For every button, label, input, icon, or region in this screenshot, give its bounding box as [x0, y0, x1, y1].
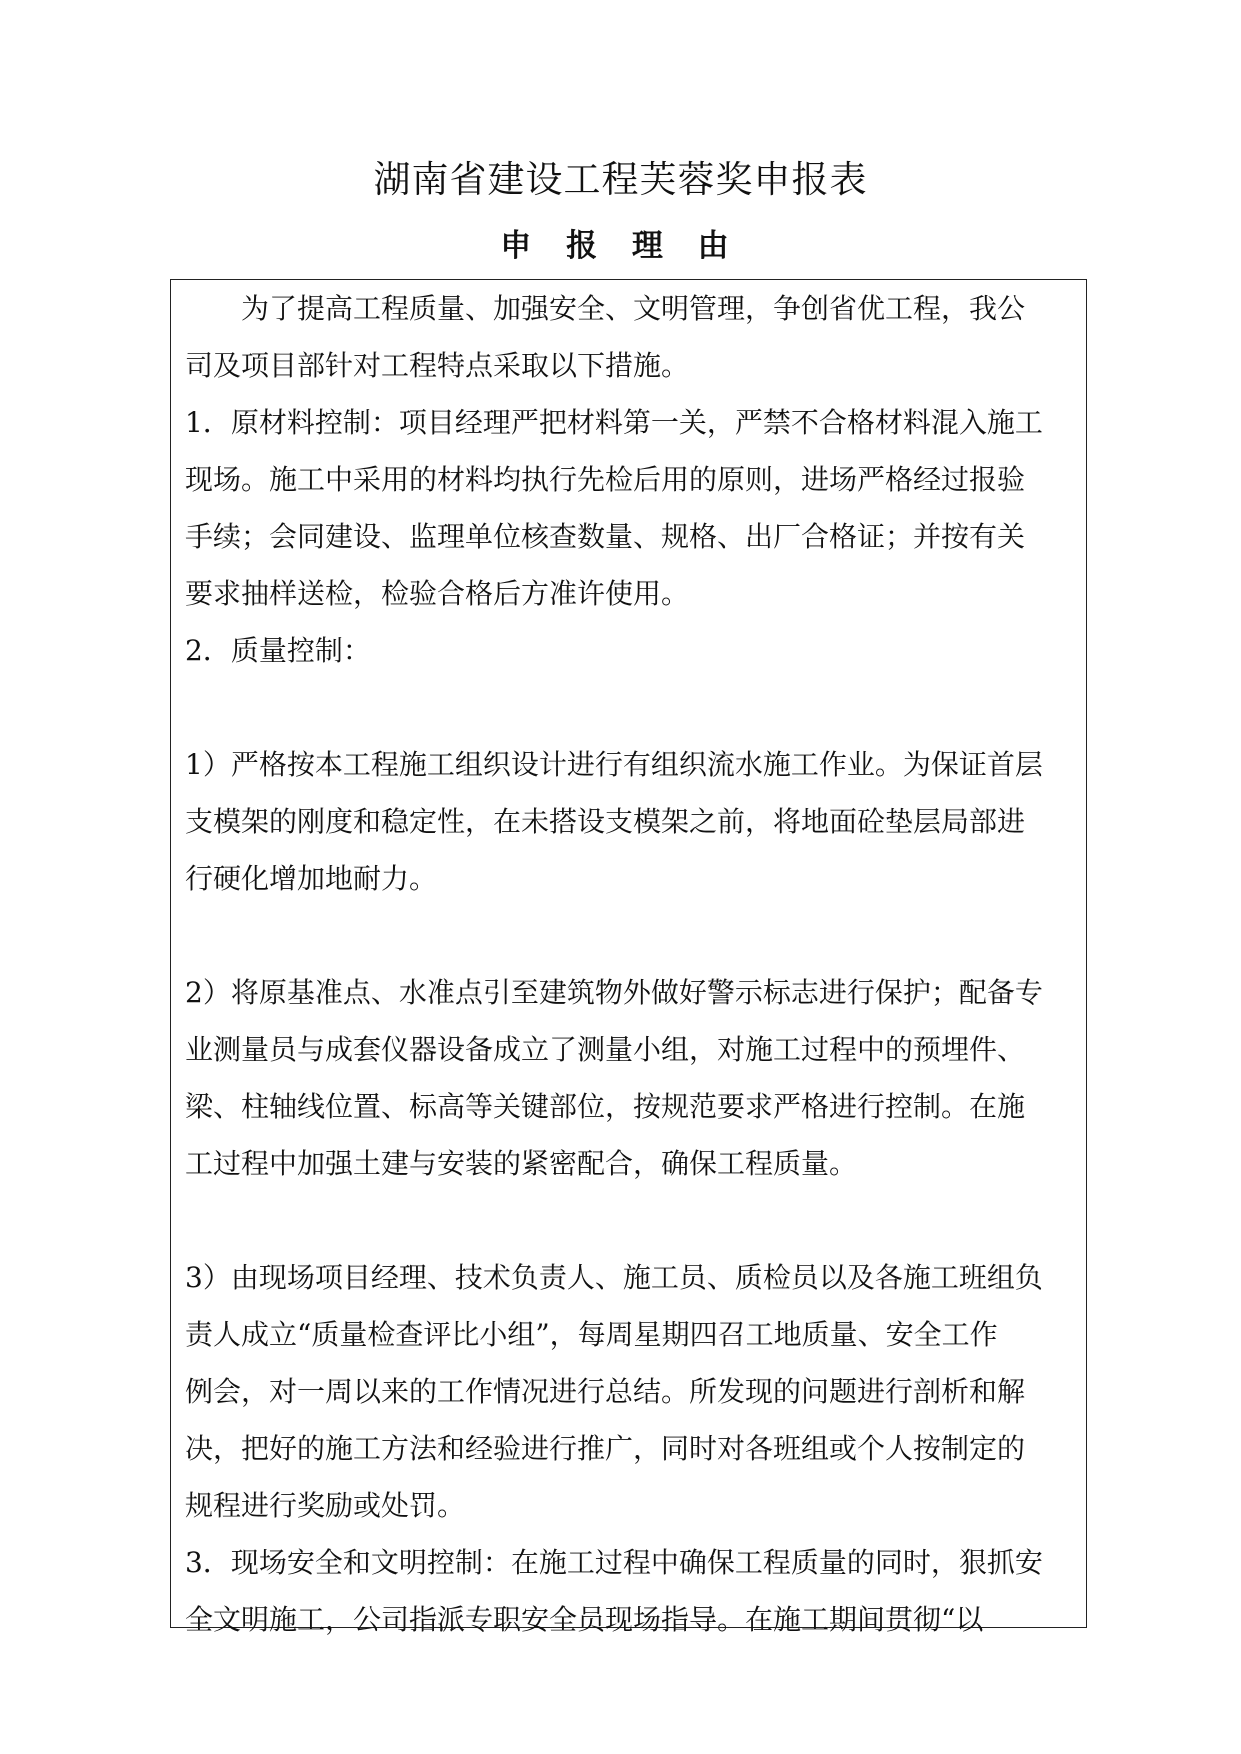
- text-line: 业测量员与成套仪器设备成立了测量小组，对施工过程中的预埋件、: [185, 1033, 1026, 1066]
- text-line: 3）由现场项目经理、技术负责人、施工员、质检员以及各施工班组负: [185, 1261, 1043, 1294]
- reason-text: [185, 280, 1070, 1648]
- blank-line: [185, 1192, 1070, 1249]
- text-line: 1．原材料控制：项目经理严把材料第一关，严禁不合格材料混入施工: [185, 406, 1043, 439]
- blank-line: [185, 679, 1070, 736]
- text-line: 决，把好的施工方法和经验进行推广，同时对各班组或个人按制定的: [185, 1432, 1026, 1465]
- text-line: 规程进行奖励或处罚。: [185, 1489, 466, 1522]
- text-line: 行硬化增加地耐力。: [185, 862, 438, 895]
- text-line: 手续；会同建设、监理单位核查数量、规格、出厂合格证；并按有关: [185, 520, 1026, 553]
- text-line: 梁、柱轴线位置、标高等关键部位，按规范要求严格进行控制。在施: [185, 1090, 1026, 1123]
- text-line: 1）严格按本工程施工组织设计进行有组织流水施工作业。为保证首层: [185, 748, 1043, 781]
- text-line: 例会，对一周以来的工作情况进行总结。所发现的问题进行剖析和解: [185, 1375, 1026, 1408]
- text-line: 司及项目部针对工程特点采取以下措施。: [185, 349, 690, 382]
- blank-line: [185, 907, 1070, 964]
- text-line: 为了提高工程质量、加强安全、文明管理，争创省优工程，我公: [241, 292, 1026, 325]
- text-line: 全文明施工，公司指派专职安全员现场指导。在施工期间贯彻“以: [185, 1603, 984, 1636]
- text-line: 2）将原基准点、水准点引至建筑物外做好警示标志进行保护；配备专: [185, 976, 1043, 1009]
- text-line: 支模架的刚度和稳定性，在未搭设支模架之前，将地面砼垫层局部进: [185, 805, 1026, 838]
- text-line: 现场。施工中采用的材料均执行先检后用的原则，进场严格经过报验: [185, 463, 1026, 496]
- text-line: 3．现场安全和文明控制：在施工过程中确保工程质量的同时，狠抓安: [185, 1546, 1043, 1579]
- text-line: 要求抽样送检，检验合格后方准许使用。: [185, 577, 690, 610]
- section-heading: 申 报 理 由: [500, 228, 741, 264]
- reason-box: [170, 279, 1087, 1636]
- text-line: 工过程中加强土建与安装的紧密配合，确保工程质量。: [185, 1147, 858, 1180]
- text-line: 2．质量控制：: [185, 634, 371, 667]
- page-title: 湖南省建设工程芙蓉奖申报表: [373, 158, 868, 201]
- text-line: 责人成立“质量检查评比小组”，每周星期四召工地质量、安全工作: [185, 1318, 998, 1351]
